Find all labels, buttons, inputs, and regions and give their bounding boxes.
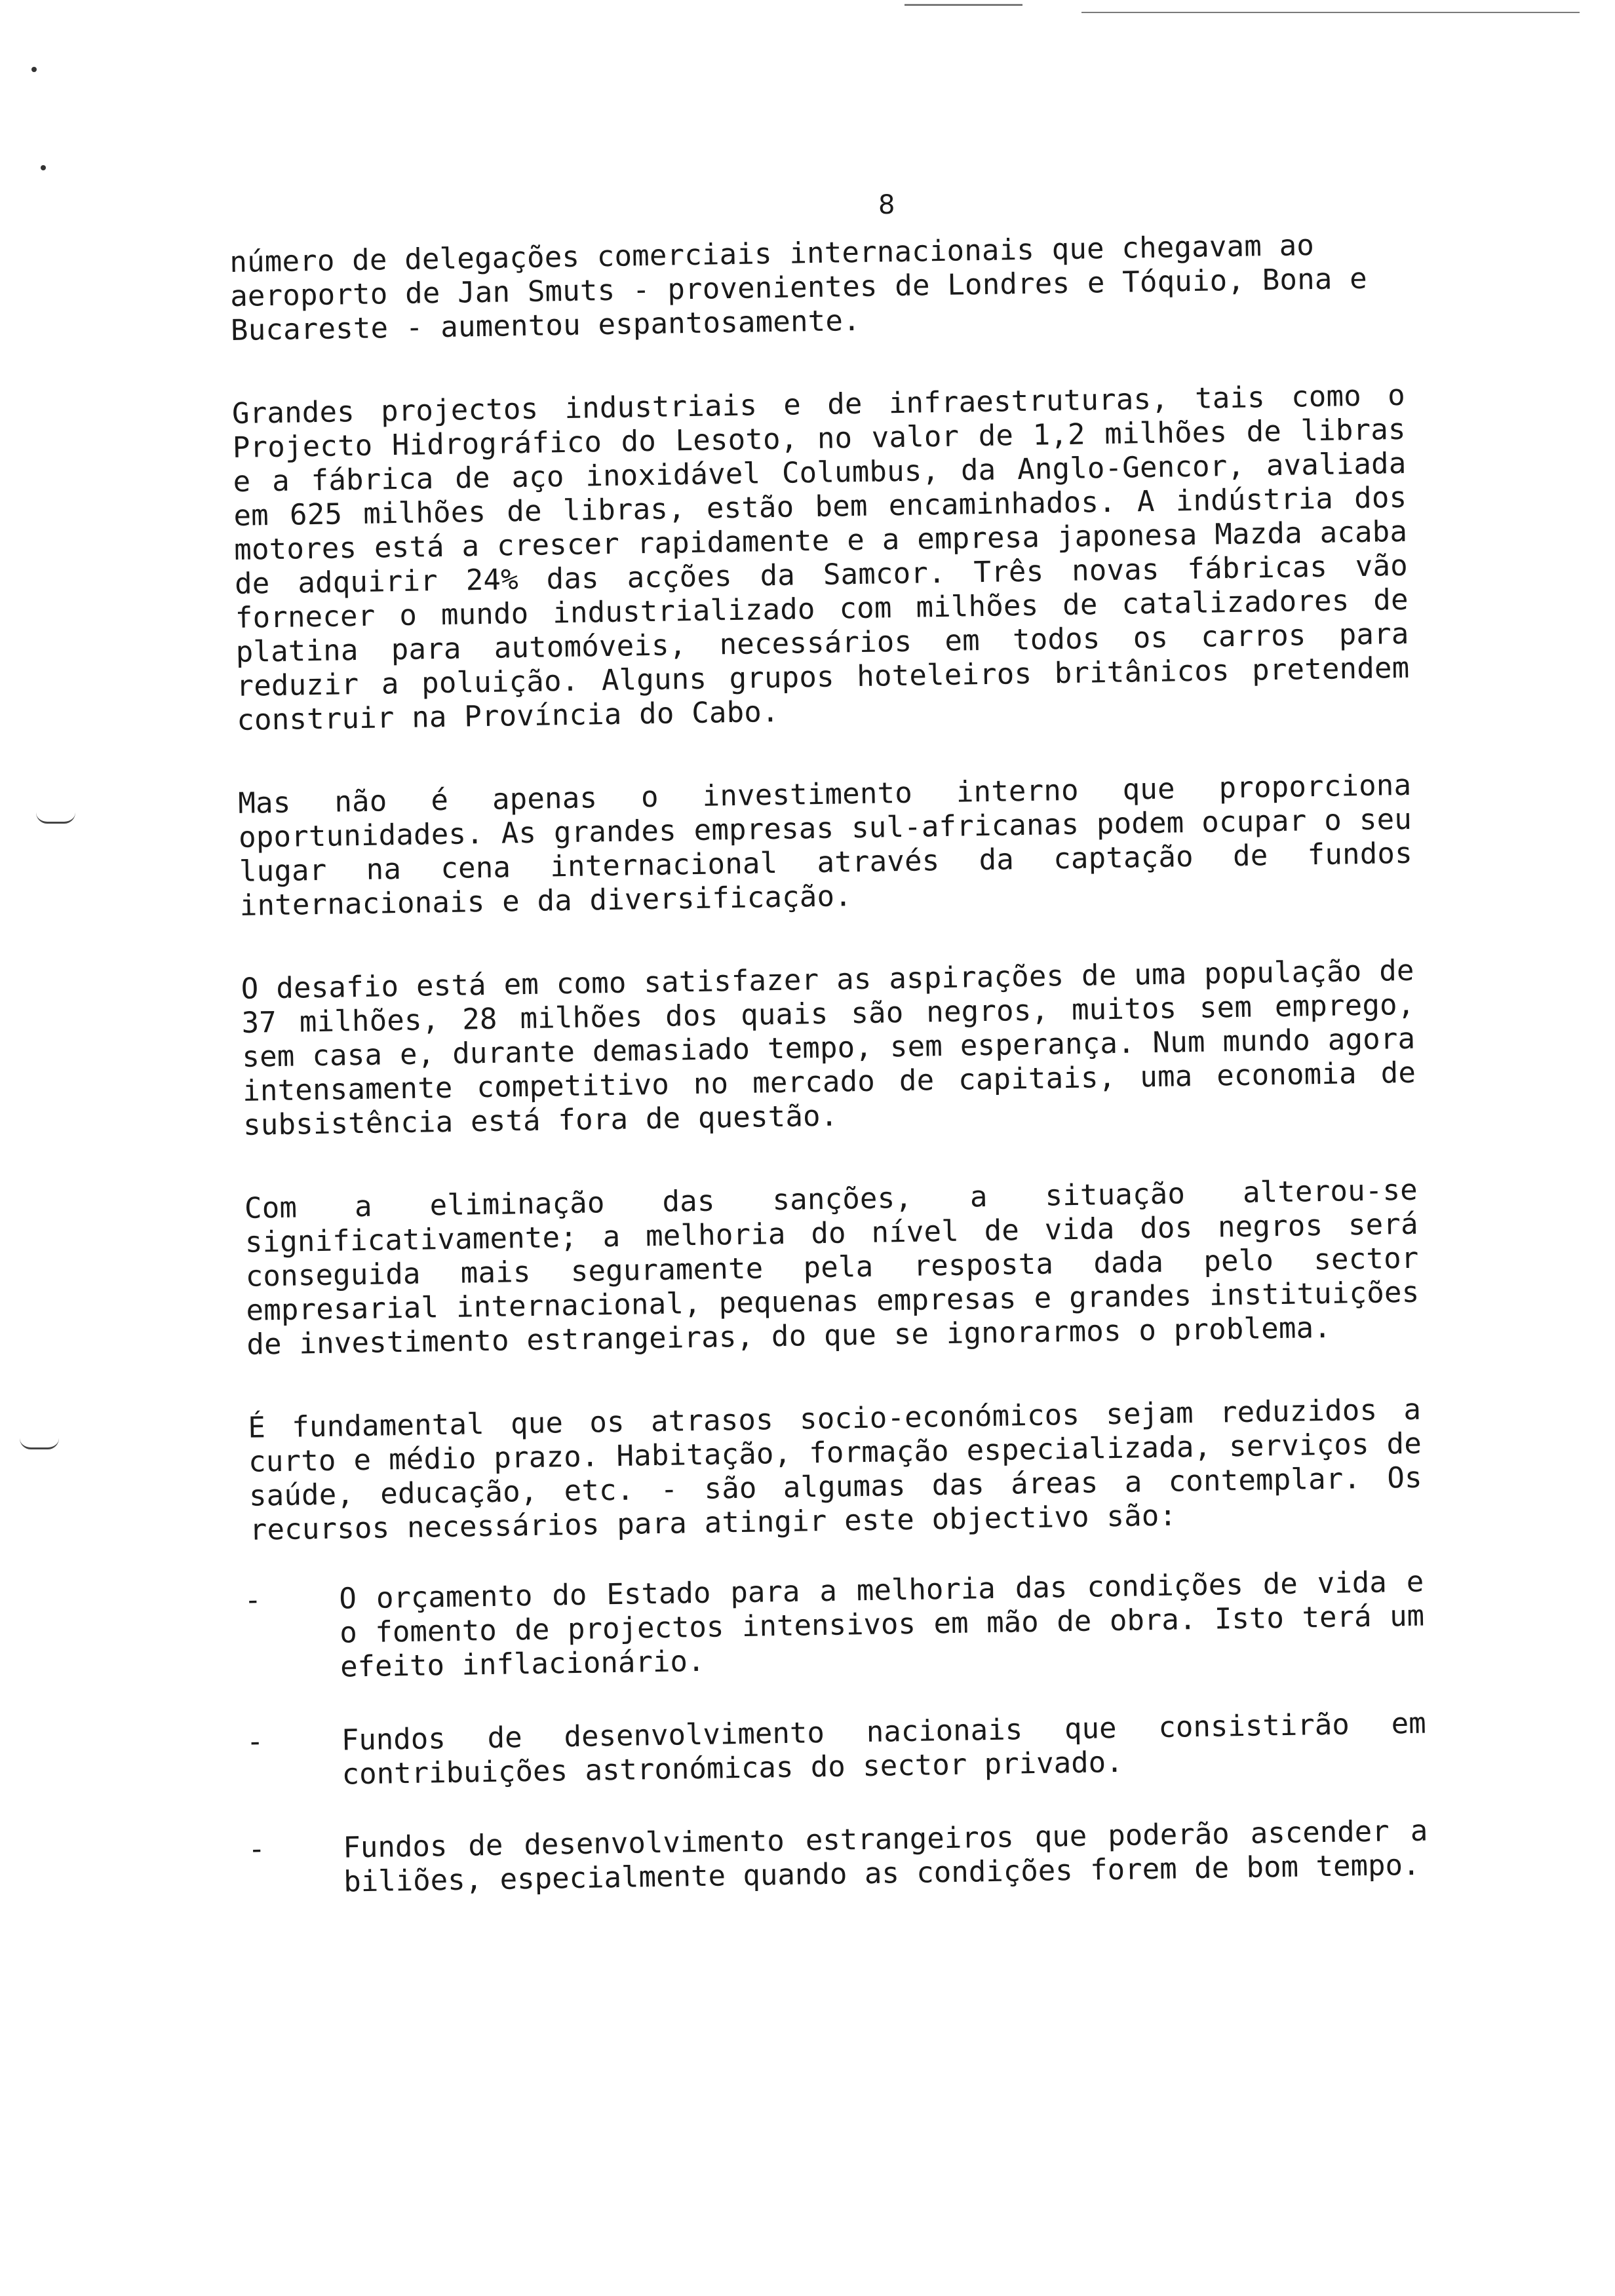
list-item bbox=[246, 1706, 1427, 1793]
paragraph: Com a eliminação das sanções, a situação alterou-se significativamente; a melhoria do nível de vida dos negros será conseguida mais seguramente pela resposta dada pelo sector empresarial internacional, pequenas empresas e grandes instituições de investimento estrangeiras, do que se ignorarmos o problema. bbox=[244, 1173, 1420, 1362]
paragraph: número de delegações comerciais internacionais que chegavam ao aeroporto de Jan Smuts - provenientes de Londres e Tóquio, Bona e Bucareste - aumentou espantosamente. bbox=[229, 229, 1368, 347]
list-item-text: Fundos de desenvolvimento estrangeiros que poderão ascender a biliões, especialmente quando as condições forem de bom tempo. bbox=[343, 1814, 1428, 1899]
paragraph: O desafio está em como satisfazer as aspirações de uma população de 37 milhões, 28 milhões dos quais são negros, muitos sem emprego, sem casa e, durante demasiado tempo, sem esperança. Num mundo agora intensamente competitivo no mercado de capitais, uma economia de subsistência está fora de questão. bbox=[241, 953, 1416, 1142]
dash-marker: - bbox=[246, 1725, 264, 1759]
binder-hole-mark bbox=[20, 1438, 59, 1449]
list-item-text: Fundos de desenvolvimento nacionais que consistirão em contribuições astronómicas do sector privado. bbox=[341, 1706, 1427, 1791]
list-item bbox=[244, 1565, 1425, 1686]
resources-list bbox=[244, 1565, 1428, 1901]
dash-marker: - bbox=[248, 1832, 266, 1866]
page-number: 8 bbox=[878, 190, 895, 220]
scan-edge-line bbox=[1081, 12, 1580, 13]
binder-hole-mark bbox=[36, 813, 75, 824]
document-body bbox=[229, 227, 1429, 1940]
scan-speck bbox=[31, 67, 37, 72]
paragraph: É fundamental que os atrasos socio-económicos sejam reduzidos a curto e médio prazo. Habitação, formação especializada, serviços de saúde, educação, etc. - são algumas das áreas a contemplar. Os recursos necessários para atingir este objectivo são: bbox=[247, 1392, 1423, 1547]
scan-speck bbox=[41, 165, 46, 170]
list-item bbox=[248, 1814, 1428, 1901]
scan-edge-line bbox=[905, 4, 1022, 6]
paragraph: Grandes projectos industriais e de infraestruturas, tais como o Projecto Hidrográfico do Lesoto, no valor de 1,2 milhões de libras e a fábrica de aço inoxidável Columbus, da Anglo-Gencor, avaliada em 625 milhões de libras, estão bem encaminhados. A indústria dos motores está a crescer rapidamente e a empresa japonesa Mazda acaba de adquirir 24% das acções da Samcor. Três novas fábricas vão fornecer o mundo industrializado com milhões de catalizadores de platina para automóveis, necessários em todos os carros para reduzir a poluição. Alguns grupos hoteleiros britânicos pretendem construir na Província do Cabo. bbox=[231, 378, 1410, 737]
paragraph: Mas não é apenas o investimento interno que proporciona oportunidades. As grandes empresas sul-africanas podem ocupar o seu lugar na cena internacional através da captação de fundos internacionais e da diversificação. bbox=[237, 768, 1413, 923]
list-item-text: O orçamento do Estado para a melhoria das condições de vida e o fomento de projectos intensivos em mão de obra. Isto terá um efeito inflacionário. bbox=[339, 1565, 1425, 1684]
dash-marker: - bbox=[244, 1583, 262, 1617]
